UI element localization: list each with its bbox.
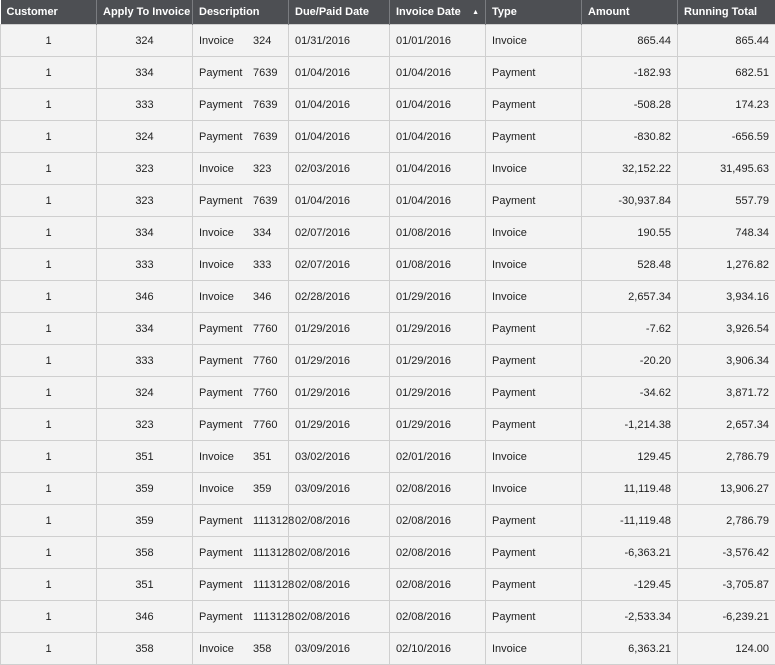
cell-invoice-date: 01/29/2016 bbox=[390, 281, 486, 313]
cell-due-paid-date: 01/04/2016 bbox=[289, 89, 390, 121]
cell-running-total: 3,926.54 bbox=[678, 313, 775, 345]
description-type: Invoice bbox=[199, 291, 253, 303]
cell-invoice-date: 01/04/2016 bbox=[390, 89, 486, 121]
cell-invoice-date: 01/29/2016 bbox=[390, 377, 486, 409]
description-type: Payment bbox=[199, 579, 253, 591]
cell-description bbox=[193, 89, 289, 121]
description-number: 1113128 bbox=[253, 611, 294, 623]
cell-customer: 1 bbox=[1, 473, 97, 505]
cell-invoice-date: 01/04/2016 bbox=[390, 57, 486, 89]
cell-customer: 1 bbox=[1, 217, 97, 249]
cell-customer: 1 bbox=[1, 25, 97, 57]
cell-amount: -20.20 bbox=[582, 345, 678, 377]
cell-invoice-date: 02/08/2016 bbox=[390, 537, 486, 569]
cell-amount: -2,533.34 bbox=[582, 601, 678, 633]
cell-type: Payment bbox=[486, 505, 582, 537]
cell-type: Payment bbox=[486, 57, 582, 89]
cell-invoice-date: 01/29/2016 bbox=[390, 409, 486, 441]
cell-invoice-date: 01/01/2016 bbox=[390, 25, 486, 57]
description-type: Payment bbox=[199, 355, 253, 367]
description-number: 324 bbox=[253, 35, 271, 47]
cell-customer: 1 bbox=[1, 441, 97, 473]
table-row[interactable] bbox=[1, 249, 775, 281]
description-number: 7760 bbox=[253, 419, 277, 431]
cell-type: Invoice bbox=[486, 473, 582, 505]
cell-due-paid-date: 02/08/2016 bbox=[289, 537, 390, 569]
column-header-apply-to-invoice[interactable]: Apply To Invoice bbox=[97, 0, 193, 25]
table-row[interactable] bbox=[1, 313, 775, 345]
cell-type: Invoice bbox=[486, 441, 582, 473]
cell-apply-to-invoice: 359 bbox=[97, 505, 193, 537]
column-header-invoice-date[interactable]: Invoice Date ▲ bbox=[390, 0, 486, 25]
cell-apply-to-invoice: 324 bbox=[97, 121, 193, 153]
cell-description bbox=[193, 281, 289, 313]
cell-amount: 2,657.34 bbox=[582, 281, 678, 313]
cell-due-paid-date: 02/08/2016 bbox=[289, 569, 390, 601]
cell-apply-to-invoice: 351 bbox=[97, 569, 193, 601]
cell-running-total: 557.79 bbox=[678, 185, 775, 217]
cell-type: Payment bbox=[486, 345, 582, 377]
cell-amount: 528.48 bbox=[582, 249, 678, 281]
cell-running-total: 31,495.63 bbox=[678, 153, 775, 185]
column-header-customer[interactable]: Customer bbox=[1, 0, 97, 25]
cell-apply-to-invoice: 333 bbox=[97, 345, 193, 377]
cell-apply-to-invoice: 358 bbox=[97, 633, 193, 665]
cell-apply-to-invoice: 333 bbox=[97, 89, 193, 121]
description-number: 7639 bbox=[253, 195, 277, 207]
cell-description bbox=[193, 249, 289, 281]
cell-customer: 1 bbox=[1, 409, 97, 441]
table-row[interactable] bbox=[1, 185, 775, 217]
cell-running-total: -3,576.42 bbox=[678, 537, 775, 569]
cell-due-paid-date: 02/07/2016 bbox=[289, 249, 390, 281]
description-number: 7639 bbox=[253, 99, 277, 111]
cell-due-paid-date: 01/29/2016 bbox=[289, 313, 390, 345]
cell-invoice-date: 02/01/2016 bbox=[390, 441, 486, 473]
cell-description bbox=[193, 57, 289, 89]
description-number: 1113128 bbox=[253, 579, 294, 591]
column-header-type[interactable]: Type bbox=[486, 0, 582, 25]
cell-type: Payment bbox=[486, 121, 582, 153]
sort-ascending-icon: ▲ bbox=[472, 9, 479, 16]
cell-due-paid-date: 01/29/2016 bbox=[289, 345, 390, 377]
cell-apply-to-invoice: 334 bbox=[97, 57, 193, 89]
cell-apply-to-invoice: 323 bbox=[97, 153, 193, 185]
cell-customer: 1 bbox=[1, 89, 97, 121]
cell-apply-to-invoice: 334 bbox=[97, 313, 193, 345]
cell-customer: 1 bbox=[1, 313, 97, 345]
description-number: 351 bbox=[253, 451, 271, 463]
cell-apply-to-invoice: 323 bbox=[97, 409, 193, 441]
cell-type: Invoice bbox=[486, 249, 582, 281]
cell-amount: 190.55 bbox=[582, 217, 678, 249]
cell-invoice-date: 02/08/2016 bbox=[390, 473, 486, 505]
cell-invoice-date: 02/08/2016 bbox=[390, 569, 486, 601]
description-number: 7760 bbox=[253, 355, 277, 367]
cell-apply-to-invoice: 333 bbox=[97, 249, 193, 281]
cell-running-total: 1,276.82 bbox=[678, 249, 775, 281]
cell-invoice-date: 02/10/2016 bbox=[390, 633, 486, 665]
column-header-running-total[interactable]: Running Total bbox=[678, 0, 775, 25]
cell-type: Invoice bbox=[486, 153, 582, 185]
cell-customer: 1 bbox=[1, 633, 97, 665]
description-number: 323 bbox=[253, 163, 271, 175]
table-row[interactable] bbox=[1, 281, 775, 313]
description-type: Payment bbox=[199, 387, 253, 399]
cell-amount: -34.62 bbox=[582, 377, 678, 409]
table-row[interactable] bbox=[1, 217, 775, 249]
description-type: Payment bbox=[199, 131, 253, 143]
cell-due-paid-date: 02/03/2016 bbox=[289, 153, 390, 185]
cell-due-paid-date: 02/07/2016 bbox=[289, 217, 390, 249]
cell-amount: -830.82 bbox=[582, 121, 678, 153]
description-type: Invoice bbox=[199, 643, 253, 655]
description-number: 334 bbox=[253, 227, 271, 239]
cell-customer: 1 bbox=[1, 153, 97, 185]
description-number: 333 bbox=[253, 259, 271, 271]
description-type: Invoice bbox=[199, 227, 253, 239]
cell-description bbox=[193, 185, 289, 217]
cell-type: Payment bbox=[486, 89, 582, 121]
cell-due-paid-date: 01/04/2016 bbox=[289, 185, 390, 217]
description-type: Payment bbox=[199, 547, 253, 559]
cell-type: Payment bbox=[486, 409, 582, 441]
cell-running-total: -656.59 bbox=[678, 121, 775, 153]
cell-description bbox=[193, 345, 289, 377]
cell-type: Invoice bbox=[486, 217, 582, 249]
cell-description bbox=[193, 537, 289, 569]
description-type: Payment bbox=[199, 67, 253, 79]
cell-running-total: -3,705.87 bbox=[678, 569, 775, 601]
description-number: 359 bbox=[253, 483, 271, 495]
cell-description bbox=[193, 217, 289, 249]
description-type: Invoice bbox=[199, 163, 253, 175]
description-type: Payment bbox=[199, 419, 253, 431]
table-row[interactable] bbox=[1, 569, 775, 601]
cell-customer: 1 bbox=[1, 249, 97, 281]
cell-type: Payment bbox=[486, 537, 582, 569]
column-header-due-paid-date[interactable]: Due/Paid Date bbox=[289, 0, 390, 25]
description-type: Payment bbox=[199, 99, 253, 111]
cell-apply-to-invoice: 351 bbox=[97, 441, 193, 473]
cell-apply-to-invoice: 324 bbox=[97, 25, 193, 57]
cell-invoice-date: 01/04/2016 bbox=[390, 153, 486, 185]
cell-running-total: 13,906.27 bbox=[678, 473, 775, 505]
cell-amount: -30,937.84 bbox=[582, 185, 678, 217]
cell-running-total: 2,657.34 bbox=[678, 409, 775, 441]
description-number: 7639 bbox=[253, 131, 277, 143]
cell-running-total: 3,934.16 bbox=[678, 281, 775, 313]
description-type: Invoice bbox=[199, 35, 253, 47]
cell-description bbox=[193, 505, 289, 537]
cell-invoice-date: 01/08/2016 bbox=[390, 249, 486, 281]
cell-invoice-date: 01/29/2016 bbox=[390, 345, 486, 377]
cell-invoice-date: 01/08/2016 bbox=[390, 217, 486, 249]
cell-customer: 1 bbox=[1, 185, 97, 217]
table-row[interactable] bbox=[1, 505, 775, 537]
cell-running-total: 3,906.34 bbox=[678, 345, 775, 377]
cell-running-total: 174.23 bbox=[678, 89, 775, 121]
table-row[interactable] bbox=[1, 537, 775, 569]
cell-running-total: 2,786.79 bbox=[678, 505, 775, 537]
cell-description bbox=[193, 313, 289, 345]
cell-apply-to-invoice: 324 bbox=[97, 377, 193, 409]
description-type: Payment bbox=[199, 323, 253, 335]
cell-customer: 1 bbox=[1, 57, 97, 89]
description-type: Payment bbox=[199, 515, 253, 527]
cell-customer: 1 bbox=[1, 601, 97, 633]
table-row[interactable] bbox=[1, 409, 775, 441]
cell-description bbox=[193, 633, 289, 665]
cell-due-paid-date: 03/09/2016 bbox=[289, 473, 390, 505]
cell-apply-to-invoice: 358 bbox=[97, 537, 193, 569]
column-header-amount[interactable]: Amount bbox=[582, 0, 678, 25]
cell-due-paid-date: 01/04/2016 bbox=[289, 57, 390, 89]
table-row[interactable] bbox=[1, 153, 775, 185]
description-type: Invoice bbox=[199, 259, 253, 271]
cell-running-total: 748.34 bbox=[678, 217, 775, 249]
description-type: Payment bbox=[199, 195, 253, 207]
table-row[interactable] bbox=[1, 601, 775, 633]
cell-due-paid-date: 01/29/2016 bbox=[289, 377, 390, 409]
cell-description bbox=[193, 409, 289, 441]
table-row[interactable] bbox=[1, 377, 775, 409]
cell-customer: 1 bbox=[1, 121, 97, 153]
cell-amount: -11,119.48 bbox=[582, 505, 678, 537]
cell-running-total: 3,871.72 bbox=[678, 377, 775, 409]
table-row[interactable] bbox=[1, 441, 775, 473]
cell-invoice-date: 01/29/2016 bbox=[390, 313, 486, 345]
cell-amount: -7.62 bbox=[582, 313, 678, 345]
cell-amount: -6,363.21 bbox=[582, 537, 678, 569]
cell-description bbox=[193, 601, 289, 633]
cell-invoice-date: 02/08/2016 bbox=[390, 505, 486, 537]
description-number: 7760 bbox=[253, 323, 277, 335]
cell-type: Invoice bbox=[486, 633, 582, 665]
table-row[interactable] bbox=[1, 57, 775, 89]
cell-apply-to-invoice: 346 bbox=[97, 281, 193, 313]
cell-apply-to-invoice: 334 bbox=[97, 217, 193, 249]
cell-amount: -1,214.38 bbox=[582, 409, 678, 441]
cell-description bbox=[193, 473, 289, 505]
description-number: 7760 bbox=[253, 387, 277, 399]
cell-due-paid-date: 01/31/2016 bbox=[289, 25, 390, 57]
cell-customer: 1 bbox=[1, 505, 97, 537]
description-type: Invoice bbox=[199, 451, 253, 463]
description-number: 346 bbox=[253, 291, 271, 303]
cell-description bbox=[193, 25, 289, 57]
cell-due-paid-date: 01/04/2016 bbox=[289, 121, 390, 153]
cell-amount: 11,119.48 bbox=[582, 473, 678, 505]
table-row[interactable] bbox=[1, 89, 775, 121]
cell-amount: 6,363.21 bbox=[582, 633, 678, 665]
cell-amount: -508.28 bbox=[582, 89, 678, 121]
table-row[interactable] bbox=[1, 473, 775, 505]
cell-invoice-date: 02/08/2016 bbox=[390, 601, 486, 633]
description-number: 358 bbox=[253, 643, 271, 655]
cell-amount: 32,152.22 bbox=[582, 153, 678, 185]
cell-invoice-date: 01/04/2016 bbox=[390, 185, 486, 217]
cell-invoice-date: 01/04/2016 bbox=[390, 121, 486, 153]
cell-running-total: 682.51 bbox=[678, 57, 775, 89]
cell-amount: 865.44 bbox=[582, 25, 678, 57]
description-number: 1113128 bbox=[253, 515, 294, 527]
cell-description bbox=[193, 153, 289, 185]
cell-customer: 1 bbox=[1, 377, 97, 409]
cell-due-paid-date: 02/08/2016 bbox=[289, 601, 390, 633]
table-row[interactable] bbox=[1, 345, 775, 377]
table-row[interactable] bbox=[1, 25, 775, 57]
cell-description bbox=[193, 569, 289, 601]
header-row bbox=[1, 0, 775, 25]
cell-due-paid-date: 02/08/2016 bbox=[289, 505, 390, 537]
cell-apply-to-invoice: 323 bbox=[97, 185, 193, 217]
cell-apply-to-invoice: 346 bbox=[97, 601, 193, 633]
cell-customer: 1 bbox=[1, 537, 97, 569]
cell-amount: -129.45 bbox=[582, 569, 678, 601]
cell-type: Payment bbox=[486, 601, 582, 633]
table-row[interactable] bbox=[1, 633, 775, 665]
cell-amount: 129.45 bbox=[582, 441, 678, 473]
cell-amount: -182.93 bbox=[582, 57, 678, 89]
cell-description bbox=[193, 441, 289, 473]
cell-description bbox=[193, 121, 289, 153]
cell-due-paid-date: 01/29/2016 bbox=[289, 409, 390, 441]
cell-type: Payment bbox=[486, 569, 582, 601]
cell-running-total: 124.00 bbox=[678, 633, 775, 665]
cell-running-total: -6,239.21 bbox=[678, 601, 775, 633]
cell-due-paid-date: 03/09/2016 bbox=[289, 633, 390, 665]
cell-customer: 1 bbox=[1, 281, 97, 313]
cell-customer: 1 bbox=[1, 345, 97, 377]
cell-due-paid-date: 02/28/2016 bbox=[289, 281, 390, 313]
description-type: Payment bbox=[199, 611, 253, 623]
cell-apply-to-invoice: 359 bbox=[97, 473, 193, 505]
cell-type: Payment bbox=[486, 313, 582, 345]
cell-type: Invoice bbox=[486, 281, 582, 313]
description-number: 1113128 bbox=[253, 547, 294, 559]
cell-running-total: 865.44 bbox=[678, 25, 775, 57]
cell-description bbox=[193, 377, 289, 409]
cell-customer: 1 bbox=[1, 569, 97, 601]
cell-type: Payment bbox=[486, 185, 582, 217]
cell-due-paid-date: 03/02/2016 bbox=[289, 441, 390, 473]
description-type: Invoice bbox=[199, 483, 253, 495]
description-number: 7639 bbox=[253, 67, 277, 79]
cell-running-total: 2,786.79 bbox=[678, 441, 775, 473]
table-row[interactable] bbox=[1, 121, 775, 153]
cell-type: Payment bbox=[486, 377, 582, 409]
cell-type: Invoice bbox=[486, 25, 582, 57]
column-header-description[interactable]: Description bbox=[193, 0, 289, 25]
